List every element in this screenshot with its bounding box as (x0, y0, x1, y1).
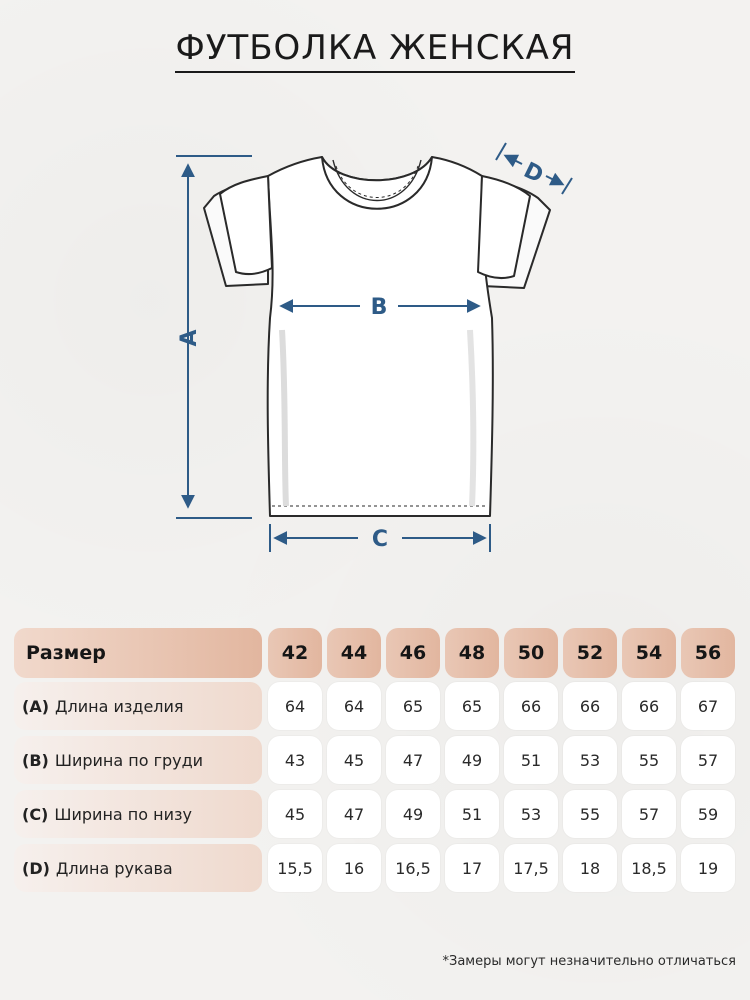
table-cell: 15,5 (268, 844, 322, 892)
table-cell: 49 (386, 790, 440, 838)
row-c-label (14, 790, 262, 838)
dimension-b-label: B (370, 295, 388, 320)
footnote: *Замеры могут незначительно отличаться (442, 954, 736, 969)
table-cell: 53 (563, 736, 617, 784)
table-cell: 51 (504, 736, 558, 784)
dimension-c-label: C (371, 527, 389, 552)
table-cell: 66 (563, 682, 617, 730)
size-header-54: 54 (622, 628, 676, 678)
table-cell: 65 (445, 682, 499, 730)
table-cell: 66 (622, 682, 676, 730)
table-cell: 17,5 (504, 844, 558, 892)
table-cell: 67 (681, 682, 735, 730)
table-cell: 64 (268, 682, 322, 730)
size-header-42: 42 (268, 628, 322, 678)
table-cell: 45 (327, 736, 381, 784)
table-cell: 43 (268, 736, 322, 784)
table-cell: 45 (268, 790, 322, 838)
table-cell: 57 (622, 790, 676, 838)
page-title-text: ФУТБОЛКА ЖЕНСКАЯ (175, 28, 574, 73)
table-cell: 49 (445, 736, 499, 784)
size-header-48: 48 (445, 628, 499, 678)
table-cell: 59 (681, 790, 735, 838)
table-cell: 55 (563, 790, 617, 838)
dimension-d-label: D (519, 158, 548, 189)
table-cell: 65 (386, 682, 440, 730)
table-cell: 16,5 (386, 844, 440, 892)
row-d-code: (D) (22, 858, 50, 878)
table-cell: 18 (563, 844, 617, 892)
table-cell: 17 (445, 844, 499, 892)
row-d-name: Длина рукава (55, 858, 173, 878)
table-cell: 47 (327, 790, 381, 838)
row-a-name: Длина изделия (55, 696, 184, 716)
table-cell: 16 (327, 844, 381, 892)
row-b-name: Ширина по груди (54, 750, 204, 770)
size-header-44: 44 (327, 628, 381, 678)
size-header-50: 50 (504, 628, 558, 678)
dimension-a-label: A (177, 329, 202, 347)
table-cell: 53 (504, 790, 558, 838)
row-a-code: (A) (22, 696, 50, 716)
table-cell: 51 (445, 790, 499, 838)
row-c-code: (C) (22, 804, 49, 824)
size-header-52: 52 (563, 628, 617, 678)
table-cell: 57 (681, 736, 735, 784)
row-b-label (14, 736, 262, 784)
table-cell: 66 (504, 682, 558, 730)
table-cell: 64 (327, 682, 381, 730)
table-cell: 55 (622, 736, 676, 784)
row-a-label (14, 682, 262, 730)
table-header-label: Размер (14, 628, 262, 678)
table-cell: 18,5 (622, 844, 676, 892)
table-cell: 47 (386, 736, 440, 784)
row-b-code: (B) (22, 750, 49, 770)
size-header-56: 56 (681, 628, 735, 678)
table-cell: 19 (681, 844, 735, 892)
row-d-label (14, 844, 262, 892)
tshirt-outline (204, 157, 550, 516)
row-c-name: Ширина по низу (54, 804, 192, 824)
size-header-46: 46 (386, 628, 440, 678)
